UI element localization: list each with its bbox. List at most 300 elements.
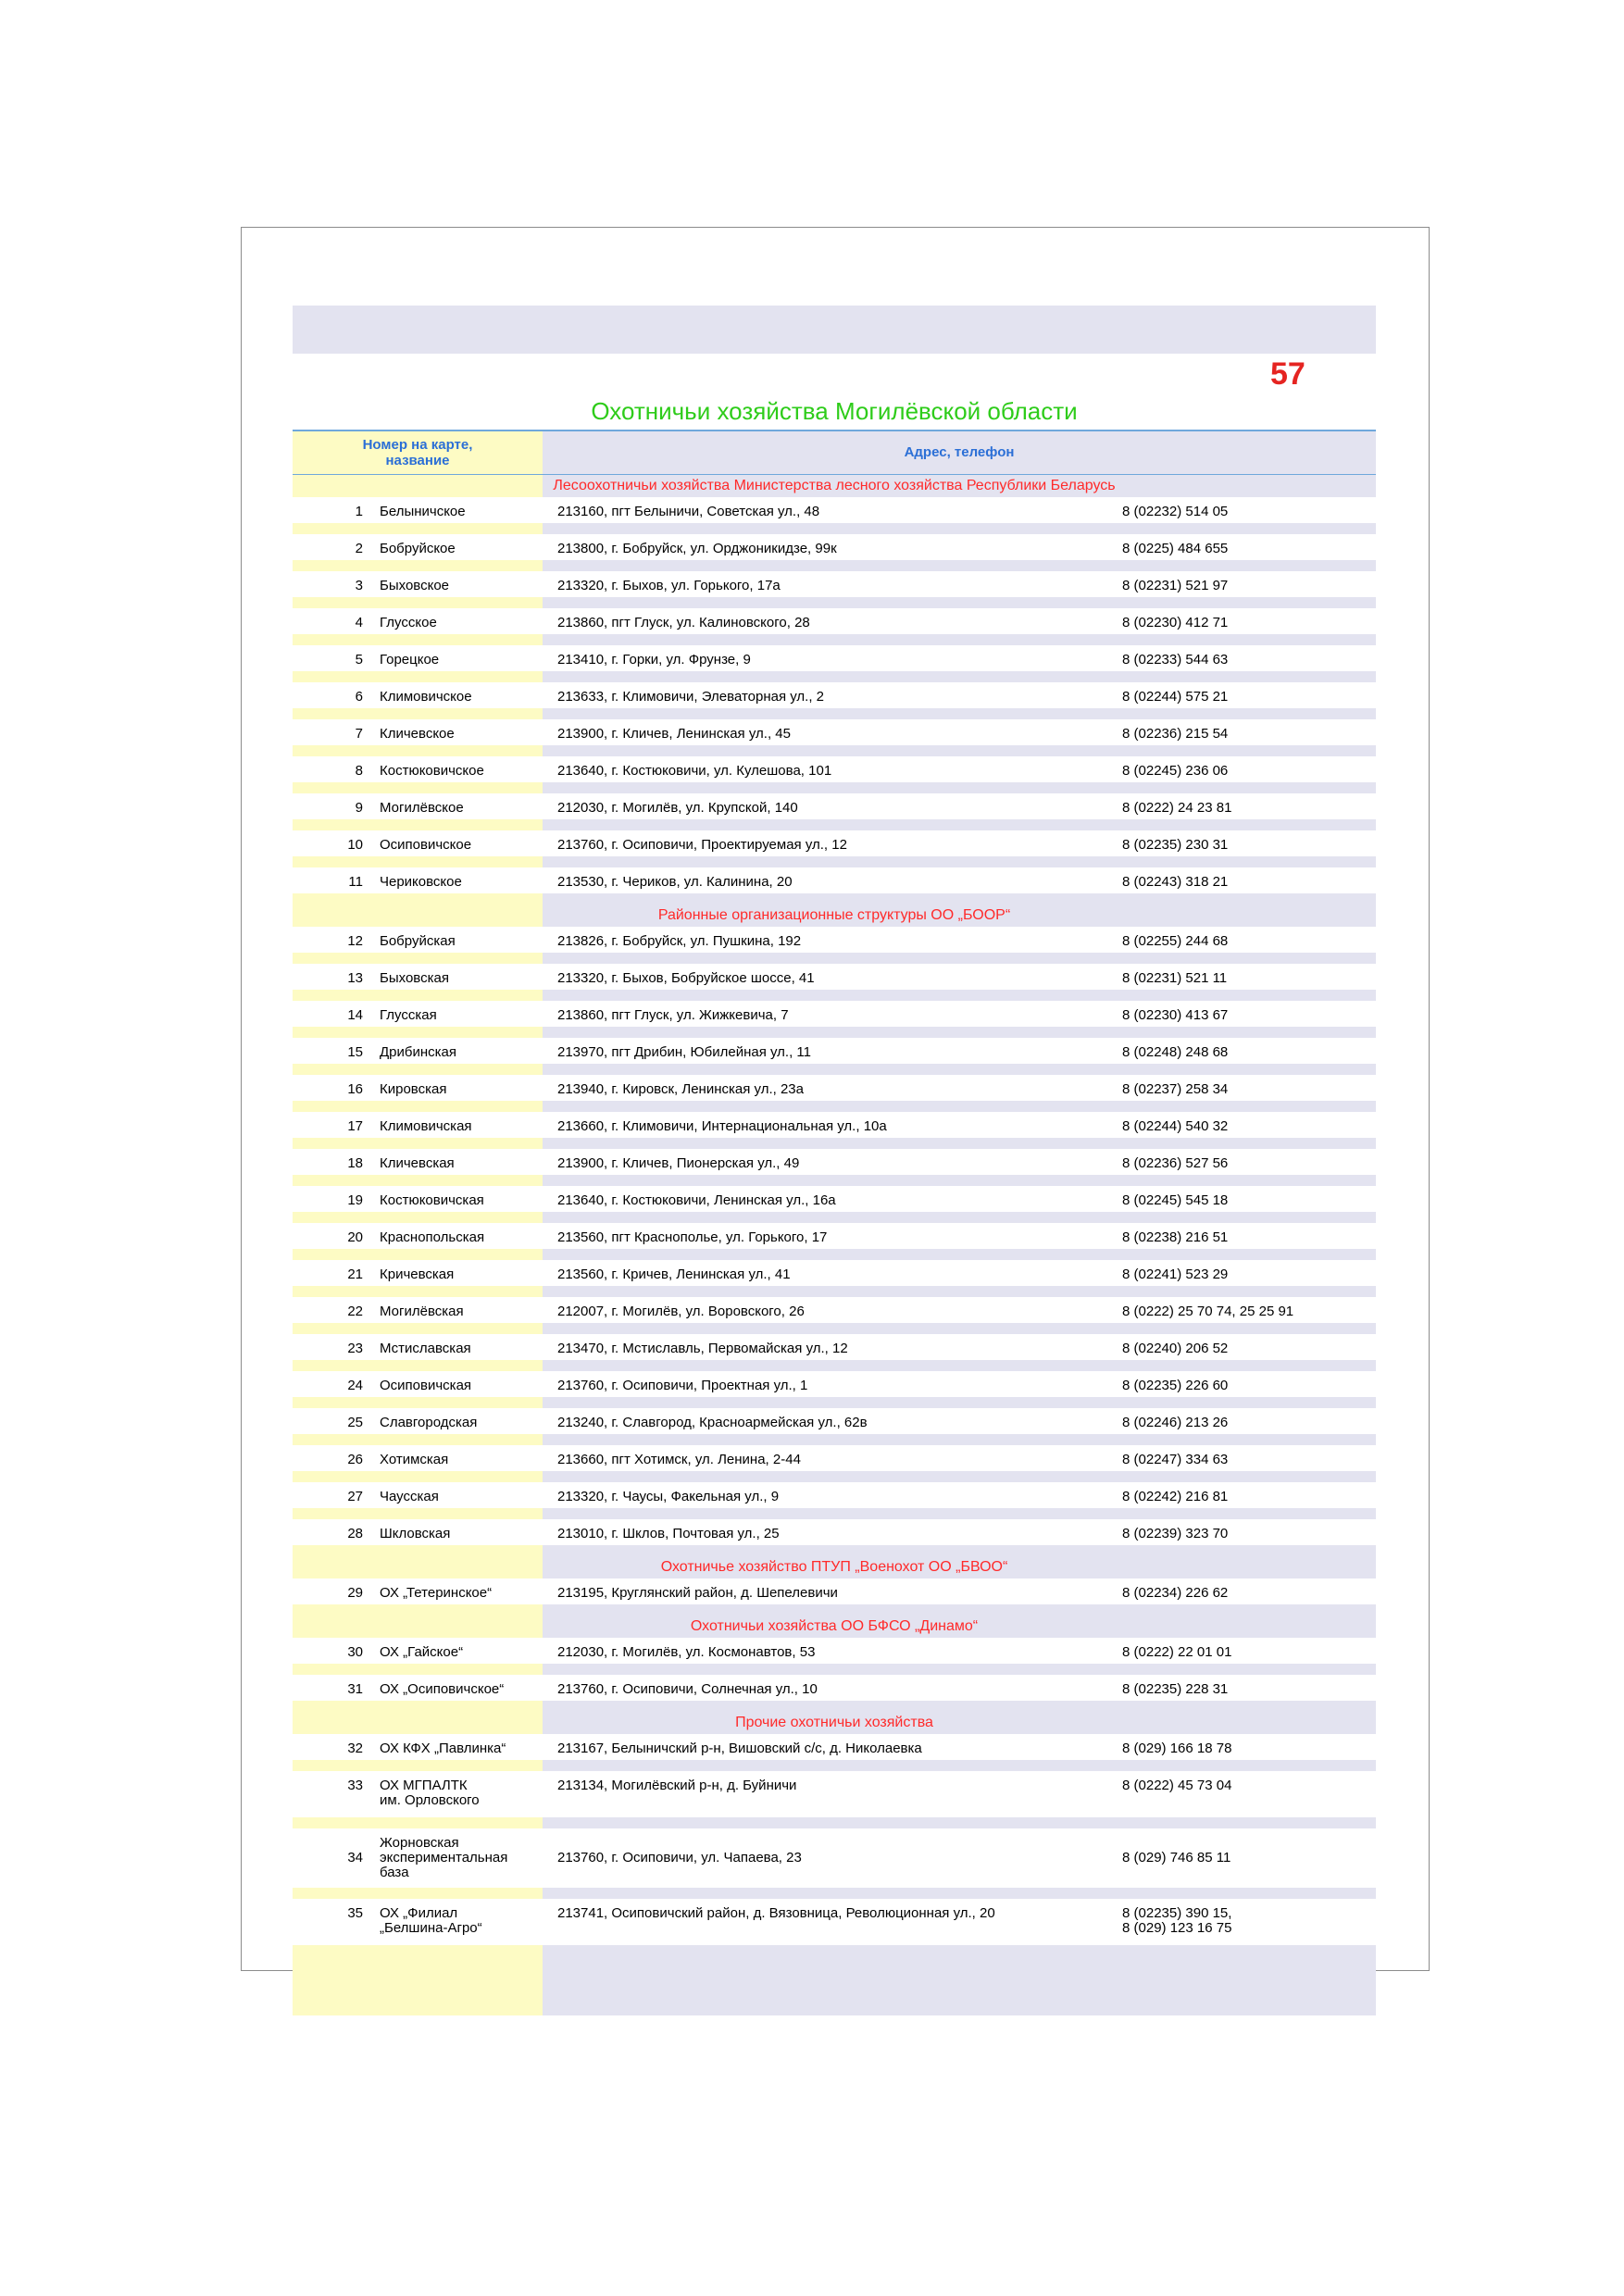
- separator-left: [293, 671, 543, 682]
- row-separator-band: [293, 1175, 1376, 1186]
- separator-left: [293, 597, 543, 608]
- table-row: [293, 682, 1376, 719]
- table-row: [293, 1408, 1376, 1445]
- row-separator-band: [293, 819, 1376, 830]
- farm-name: Чаусская: [380, 1489, 439, 1504]
- separator-left: [293, 856, 543, 867]
- table-row: [293, 645, 1376, 682]
- row-separator-band: [293, 856, 1376, 867]
- farm-phone: 8 (0222) 24 23 81: [1122, 800, 1232, 816]
- farm-phone: 8 (02235) 226 60: [1122, 1378, 1229, 1393]
- separator-left: [293, 1175, 543, 1186]
- row-separator-band: [293, 560, 1376, 571]
- map-number: 24: [347, 1378, 363, 1393]
- separator-left: [293, 1323, 543, 1334]
- farm-address: 213900, г. Кличев, Ленинская ул., 45: [557, 726, 791, 742]
- farm-name: Жорновская экспериментальная база: [380, 1835, 508, 1880]
- farm-phone: 8 (02242) 216 81: [1122, 1489, 1229, 1504]
- row-separator-band: [293, 1397, 1376, 1408]
- separator-left: [293, 990, 543, 1001]
- map-number: 33: [347, 1778, 363, 1793]
- separator-right: [543, 1323, 1376, 1334]
- map-number: 14: [347, 1007, 363, 1023]
- top-band: [293, 306, 1376, 354]
- farm-address: 213160, пгт Белыничи, Советская ул., 48: [557, 504, 820, 519]
- map-number: 22: [347, 1304, 363, 1319]
- row-separator-band: [293, 1323, 1376, 1334]
- farm-address: 213760, г. Осиповичи, ул. Чапаева, 23: [557, 1850, 802, 1866]
- map-number: 29: [347, 1585, 363, 1601]
- farm-address: 213560, г. Кричев, Ленинская ул., 41: [557, 1267, 791, 1282]
- map-number: 31: [347, 1681, 363, 1697]
- farm-address: 213640, г. Костюковичи, Ленинская ул., 16а: [557, 1192, 836, 1208]
- separator-right: [543, 1545, 1376, 1556]
- separator-right: [543, 745, 1376, 756]
- farm-name: Горецкое: [380, 652, 440, 668]
- farm-address: 213970, пгт Дрибин, Юбилейная ул., 11: [557, 1044, 811, 1060]
- farm-phone: 8 (02230) 413 67: [1122, 1007, 1229, 1023]
- row-separator-band: [293, 745, 1376, 756]
- separator-right: [543, 1064, 1376, 1075]
- separator-right: [543, 893, 1376, 905]
- separator-left: [293, 1138, 543, 1149]
- section-title: Лесоохотничьи хозяйства Министерства лесного хозяйства Республики Беларусь: [553, 478, 1116, 493]
- table-body: [293, 475, 1376, 1956]
- separator-right: [543, 671, 1376, 682]
- farm-phone: 8 (0222) 25 70 74, 25 25 91: [1122, 1304, 1294, 1319]
- map-number: 20: [347, 1229, 363, 1245]
- row-separator-band: [293, 1945, 1376, 1956]
- separator-right: [543, 1701, 1376, 1712]
- farm-phone: 8 (0222) 45 73 04: [1122, 1778, 1232, 1793]
- separator-left: [293, 953, 543, 964]
- farm-address: 213760, г. Осиповичи, Солнечная ул., 10: [557, 1681, 818, 1697]
- farm-name: Осиповичское: [380, 837, 472, 853]
- separator-right: [543, 1760, 1376, 1771]
- map-number: 9: [355, 800, 363, 816]
- farm-phone: 8 (02232) 514 05: [1122, 504, 1229, 519]
- map-number: 10: [347, 837, 363, 853]
- table-row: [293, 1260, 1376, 1297]
- separator-left: [293, 1664, 543, 1675]
- farm-name: ОХ „Осиповичское“: [380, 1681, 505, 1697]
- farm-address: 213010, г. Шклов, Почтовая ул., 25: [557, 1526, 780, 1541]
- separator-left: [293, 1212, 543, 1223]
- separator-right: [543, 990, 1376, 1001]
- farm-address: 213470, г. Мстиславль, Первомайская ул., 12: [557, 1341, 848, 1356]
- row-separator-band: [293, 1138, 1376, 1149]
- farm-phone: 8 (02244) 575 21: [1122, 689, 1229, 705]
- farm-name: Кировская: [380, 1081, 447, 1097]
- farm-name: Шкловская: [380, 1526, 451, 1541]
- section-heading: [293, 1712, 1376, 1734]
- farm-address: 212007, г. Могилёв, ул. Воровского, 26: [557, 1304, 805, 1319]
- row-separator-band: [293, 1760, 1376, 1771]
- farm-name: Дрибинская: [380, 1044, 456, 1060]
- separator-left: [293, 1545, 543, 1556]
- farm-phone: 8 (02234) 226 62: [1122, 1585, 1229, 1601]
- map-number: 34: [347, 1850, 363, 1866]
- map-number: 11: [348, 874, 363, 890]
- farm-phone: 8 (02245) 545 18: [1122, 1192, 1229, 1208]
- separator-right: [543, 523, 1376, 534]
- separator-right: [543, 782, 1376, 793]
- section-title: Охотничье хозяйство ПТУП „Военохот ОО „БВОО“: [660, 1559, 1008, 1575]
- farm-address: 213760, г. Осиповичи, Проектная ул., 1: [557, 1378, 808, 1393]
- separator-left: [293, 1817, 543, 1828]
- farm-phone: 8 (02245) 236 06: [1122, 763, 1229, 779]
- table-row: [293, 1734, 1376, 1771]
- table-row: [293, 1828, 1376, 1899]
- table-header: [293, 430, 1376, 475]
- separator-left: [293, 1604, 543, 1616]
- table-row: [293, 1075, 1376, 1112]
- farm-phone: 8 (02235) 228 31: [1122, 1681, 1229, 1697]
- farm-phone: 8 (02238) 216 51: [1122, 1229, 1229, 1245]
- map-number: 21: [347, 1267, 363, 1282]
- table-row: [293, 1771, 1376, 1828]
- map-number: 30: [347, 1644, 363, 1660]
- farm-address: 213240, г. Славгород, Красноармейская ул., 62в: [557, 1415, 868, 1430]
- farm-name: Глусское: [380, 615, 437, 630]
- farm-name: Хотимская: [380, 1452, 449, 1467]
- table-row: [293, 719, 1376, 756]
- farm-phone: 8 (02243) 318 21: [1122, 874, 1229, 890]
- row-separator-band: [293, 1360, 1376, 1371]
- separator-left: [293, 1027, 543, 1038]
- row-separator-band: [293, 1664, 1376, 1675]
- table-row: [293, 571, 1376, 608]
- farm-name: ОХ „Филиал „Белшина-Агро“: [380, 1905, 482, 1936]
- map-number: 2: [355, 541, 363, 556]
- table-row: [293, 1001, 1376, 1038]
- separator-right: [543, 1360, 1376, 1371]
- table-row: [293, 1297, 1376, 1334]
- row-separator-band: [293, 1027, 1376, 1038]
- row-separator-band: [293, 893, 1376, 905]
- farm-phone: 8 (02231) 521 97: [1122, 578, 1229, 593]
- separator-right: [543, 1249, 1376, 1260]
- map-number: 17: [347, 1118, 363, 1134]
- table-row: [293, 1899, 1376, 1956]
- separator-right: [543, 1027, 1376, 1038]
- map-number: 8: [355, 763, 363, 779]
- separator-right: [543, 1664, 1376, 1675]
- separator-right: [543, 1471, 1376, 1482]
- separator-left: [293, 1471, 543, 1482]
- table-row: [293, 1149, 1376, 1186]
- separator-right: [543, 953, 1376, 964]
- separator-left: [293, 634, 543, 645]
- separator-right: [543, 708, 1376, 719]
- separator-left: [293, 1286, 543, 1297]
- farm-address: 213167, Белыничский р-н, Вишовский с/с, д. Николаевка: [557, 1741, 922, 1756]
- separator-left: [293, 1945, 543, 1956]
- map-number: 23: [347, 1341, 363, 1356]
- separator-right: [543, 856, 1376, 867]
- farm-phone: 8 (02237) 258 34: [1122, 1081, 1229, 1097]
- farm-address: 213195, Круглянский район, д. Шепелевичи: [557, 1585, 838, 1601]
- farm-address: 212030, г. Могилёв, ул. Космонавтов, 53: [557, 1644, 816, 1660]
- map-number: 35: [347, 1905, 363, 1921]
- table-row: [293, 1519, 1376, 1556]
- table-row: [293, 1223, 1376, 1260]
- separator-right: [543, 1138, 1376, 1149]
- row-separator-band: [293, 990, 1376, 1001]
- separator-left: [293, 523, 543, 534]
- table-row: [293, 1675, 1376, 1712]
- farm-address: 213860, пгт Глуск, ул. Жижкевича, 7: [557, 1007, 789, 1023]
- farm-phone: 8 (02247) 334 63: [1122, 1452, 1229, 1467]
- farm-phone: 8 (029) 746 85 11: [1122, 1850, 1231, 1866]
- section-heading: [293, 905, 1376, 927]
- separator-left: [293, 1064, 543, 1075]
- page-title: Охотничьи хозяйства Могилёвской области: [591, 397, 1078, 425]
- farm-address: 213134, Могилёвский р-н, д. Буйничи: [557, 1778, 797, 1793]
- farm-phone: 8 (0225) 484 655: [1122, 541, 1229, 556]
- map-number: 18: [347, 1155, 363, 1171]
- row-separator-band: [293, 1817, 1376, 1828]
- map-number: 28: [347, 1526, 363, 1541]
- farm-name: Костюковичское: [380, 763, 484, 779]
- table-row: [293, 964, 1376, 1001]
- farm-phone: 8 (02235) 230 31: [1122, 837, 1229, 853]
- table-row: [293, 867, 1376, 905]
- separator-right: [543, 634, 1376, 645]
- farm-name: Осиповичская: [380, 1378, 472, 1393]
- table-row: [293, 793, 1376, 830]
- farm-name: Бобруйское: [380, 541, 456, 556]
- farm-name: Кличевское: [380, 726, 455, 742]
- map-number: 13: [347, 970, 363, 986]
- farm-address: 213320, г. Чаусы, Факельная ул., 9: [557, 1489, 780, 1504]
- row-separator-band: [293, 1604, 1376, 1616]
- map-number: 27: [347, 1489, 363, 1504]
- map-number: 15: [347, 1044, 363, 1060]
- separator-right: [543, 819, 1376, 830]
- map-number: 12: [347, 933, 363, 949]
- farm-phone: 8 (02255) 244 68: [1122, 933, 1229, 949]
- separator-left: [293, 1397, 543, 1408]
- farm-address: 213826, г. Бобруйск, ул. Пушкина, 192: [557, 933, 802, 949]
- farm-address: 213640, г. Костюковичи, ул. Кулешова, 101: [557, 763, 832, 779]
- map-number: 7: [355, 726, 363, 742]
- farm-address: 213530, г. Чериков, ул. Калинина, 20: [557, 874, 793, 890]
- footer-band-right: [543, 1956, 1376, 2015]
- separator-right: [543, 1817, 1376, 1828]
- row-separator-band: [293, 708, 1376, 719]
- map-number: 5: [355, 652, 363, 668]
- table-row: [293, 1038, 1376, 1075]
- table-row: [293, 1112, 1376, 1149]
- row-separator-band: [293, 1064, 1376, 1075]
- farm-address: 213660, г. Климовичи, Интернациональная ул., 10а: [557, 1118, 887, 1134]
- map-number: 25: [347, 1415, 363, 1430]
- farm-phone: 8 (02236) 527 56: [1122, 1155, 1229, 1171]
- separator-right: [543, 1212, 1376, 1223]
- row-separator-band: [293, 671, 1376, 682]
- separator-left: [293, 1101, 543, 1112]
- table-row: [293, 1445, 1376, 1482]
- farm-name: Глусская: [380, 1007, 437, 1023]
- separator-right: [543, 560, 1376, 571]
- map-number: 4: [355, 615, 363, 630]
- separator-right: [543, 1508, 1376, 1519]
- farm-address: 213560, пгт Краснополье, ул. Горького, 17: [557, 1229, 828, 1245]
- farm-name: ОХ КФХ „Павлинка“: [380, 1741, 506, 1756]
- table-row: [293, 830, 1376, 867]
- page-number: 57: [1270, 356, 1305, 392]
- separator-left: [293, 819, 543, 830]
- farm-name: Кличевская: [380, 1155, 455, 1171]
- farm-phone: 8 (02239) 323 70: [1122, 1526, 1229, 1541]
- table-row: [293, 1638, 1376, 1675]
- farm-name: Быховская: [380, 970, 449, 986]
- row-separator-band: [293, 1545, 1376, 1556]
- farm-address: 213760, г. Осиповичи, Проектируемая ул., 12: [557, 837, 847, 853]
- separator-left: [293, 1360, 543, 1371]
- map-number: 19: [347, 1192, 363, 1208]
- farm-name: Климовичская: [380, 1118, 472, 1134]
- table-row: [293, 1371, 1376, 1408]
- farm-address: 213410, г. Горки, ул. Фрунзе, 9: [557, 652, 751, 668]
- table-row: [293, 497, 1376, 534]
- farm-phone: 8 (02236) 215 54: [1122, 726, 1229, 742]
- farm-name: Славгородская: [380, 1415, 478, 1430]
- farm-name: Костюковичская: [380, 1192, 484, 1208]
- farm-phone: 8 (02241) 523 29: [1122, 1267, 1229, 1282]
- farm-phone: 8 (02231) 521 11: [1122, 970, 1228, 986]
- table-row: [293, 534, 1376, 571]
- farm-address: 212030, г. Могилёв, ул. Крупской, 140: [557, 800, 798, 816]
- row-separator-band: [293, 953, 1376, 964]
- farm-address: 213320, г. Быхов, ул. Горького, 17а: [557, 578, 781, 593]
- farm-address: 213940, г. Кировск, Ленинская ул., 23а: [557, 1081, 804, 1097]
- map-number: 32: [347, 1741, 363, 1756]
- separator-left: [293, 1760, 543, 1771]
- table-row: [293, 756, 1376, 793]
- farm-phone: 8 (02246) 213 26: [1122, 1415, 1229, 1430]
- farm-phone: 8 (029) 166 18 78: [1122, 1741, 1232, 1756]
- separator-left: [293, 560, 543, 571]
- farm-name: Бобруйская: [380, 933, 456, 949]
- table-row: [293, 1186, 1376, 1223]
- farm-name: Могилёвское: [380, 800, 464, 816]
- table-row: [293, 1578, 1376, 1616]
- section-heading: [293, 475, 1376, 497]
- farm-phone: 8 (02233) 544 63: [1122, 652, 1229, 668]
- separator-left: [293, 893, 543, 905]
- separator-left: [293, 1701, 543, 1712]
- row-separator-band: [293, 523, 1376, 534]
- farm-name: Быховское: [380, 578, 450, 593]
- farm-address: 213660, пгт Хотимск, ул. Ленина, 2-44: [557, 1452, 801, 1467]
- table-row: [293, 1482, 1376, 1519]
- separator-left: [293, 1508, 543, 1519]
- map-number: 16: [347, 1081, 363, 1097]
- separator-left: [293, 1249, 543, 1260]
- separator-left: [293, 1434, 543, 1445]
- separator-right: [543, 1397, 1376, 1408]
- row-separator-band: [293, 634, 1376, 645]
- map-number: 1: [355, 504, 363, 519]
- separator-right: [543, 1604, 1376, 1616]
- row-separator-band: [293, 1286, 1376, 1297]
- section-title: Охотничьи хозяйства ОО БФСО „Динамо“: [690, 1618, 979, 1634]
- farm-name: Белыничское: [380, 504, 466, 519]
- farm-address: 213633, г. Климовичи, Элеваторная ул., 2: [557, 689, 825, 705]
- table-row: [293, 927, 1376, 964]
- row-separator-band: [293, 1249, 1376, 1260]
- separator-right: [543, 1101, 1376, 1112]
- farm-name: Мстиславская: [380, 1341, 471, 1356]
- farm-address: 213741, Осиповичский район, д. Вязовница, Революционная ул., 20: [557, 1905, 995, 1921]
- separator-right: [543, 1888, 1376, 1899]
- farm-address: 213320, г. Быхов, Бобруйское шоссе, 41: [557, 970, 815, 986]
- table-footer-band: [293, 1956, 1376, 2015]
- map-number: 3: [355, 578, 363, 593]
- separator-right: [543, 597, 1376, 608]
- separator-left: [293, 708, 543, 719]
- farm-address: 213800, г. Бобруйск, ул. Орджоникидзе, 99к: [557, 541, 837, 556]
- separator-left: [293, 1888, 543, 1899]
- separator-left: [293, 745, 543, 756]
- separator-right: [543, 1434, 1376, 1445]
- farm-name: ОХ МГПАЛТК им. Орловского: [380, 1778, 480, 1808]
- farm-name: Краснопольская: [380, 1229, 485, 1245]
- map-number: 6: [355, 689, 363, 705]
- farm-name: Могилёвская: [380, 1304, 464, 1319]
- farm-phone: 8 (02230) 412 71: [1122, 615, 1229, 630]
- hunting-farms-table: [293, 430, 1376, 2015]
- farm-name: ОХ „Тетеринское“: [380, 1585, 493, 1601]
- header-number-name: Номер на карте, название: [293, 431, 543, 474]
- farm-phone: 8 (02248) 248 68: [1122, 1044, 1229, 1060]
- separator-left: [293, 782, 543, 793]
- separator-right: [543, 1286, 1376, 1297]
- farm-phone: 8 (02244) 540 32: [1122, 1118, 1229, 1134]
- farm-name: Климовичское: [380, 689, 472, 705]
- section-title: Прочие охотничьи хозяйства: [735, 1715, 933, 1730]
- farm-phone: 8 (02235) 390 15, 8 (029) 123 16 75: [1122, 1905, 1232, 1936]
- farm-address: 213860, пгт Глуск, ул. Калиновского, 28: [557, 615, 810, 630]
- farm-phone: 8 (02240) 206 52: [1122, 1341, 1229, 1356]
- section-title: Районные организационные структуры ОО „БООР“: [657, 907, 1011, 923]
- farm-address: 213900, г. Кличев, Пионерская ул., 49: [557, 1155, 800, 1171]
- farm-phone: 8 (0222) 22 01 01: [1122, 1644, 1232, 1660]
- row-separator-band: [293, 1471, 1376, 1482]
- table-row: [293, 608, 1376, 645]
- section-heading: [293, 1556, 1376, 1578]
- farm-name: Чериковское: [380, 874, 462, 890]
- row-separator-band: [293, 1508, 1376, 1519]
- farm-name: ОХ „Гайское“: [380, 1644, 464, 1660]
- row-separator-band: [293, 1701, 1376, 1712]
- table-row: [293, 1334, 1376, 1371]
- section-heading: [293, 1616, 1376, 1638]
- map-number: 26: [347, 1452, 363, 1467]
- row-separator-band: [293, 1434, 1376, 1445]
- row-separator-band: [293, 1888, 1376, 1899]
- footer-band-left: [293, 1956, 543, 2015]
- separator-right: [543, 1175, 1376, 1186]
- row-separator-band: [293, 1212, 1376, 1223]
- separator-right: [543, 1945, 1376, 1956]
- row-separator-band: [293, 1101, 1376, 1112]
- row-separator-band: [293, 597, 1376, 608]
- farm-name: Кричевская: [380, 1267, 455, 1282]
- row-separator-band: [293, 782, 1376, 793]
